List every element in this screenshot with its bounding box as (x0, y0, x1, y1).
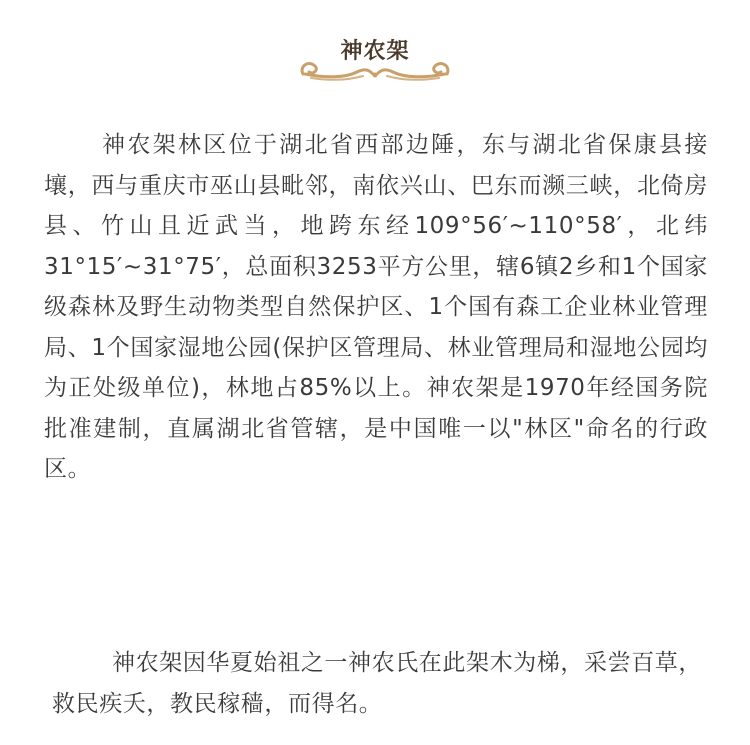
paragraph-name-origin: 神农架因华夏始祖之一神农氏在此架木为梯，采尝百草，救民疾夭，教民稼穑，而得名。 (52, 650, 702, 717)
page-title: 神农架 (340, 39, 410, 64)
paragraph-intro: 神农架林区位于湖北省西部边陲，东与湖北省保康县接壤，西与重庆市巫山县毗邻，南依兴山、巴东而濒三峡，北倚房县、竹山且近武当，地跨东经109°56′~110°58′，北纬31°15′~31°75′，总面积3253平方公里，辖6镇2乡和1个国家级森林及野生动物类型自然保护区、1个国有森工企业林业管理局、1个国家湿地公园(保护区管理局、林业管理局和湿地公园均为正处级单位)，林地占85%以上。神农架是1970年经国务院批准建制，直属湖北省管辖，是中国唯一以"林区"命名的行政区。 (44, 132, 708, 482)
title-block (0, 30, 750, 80)
